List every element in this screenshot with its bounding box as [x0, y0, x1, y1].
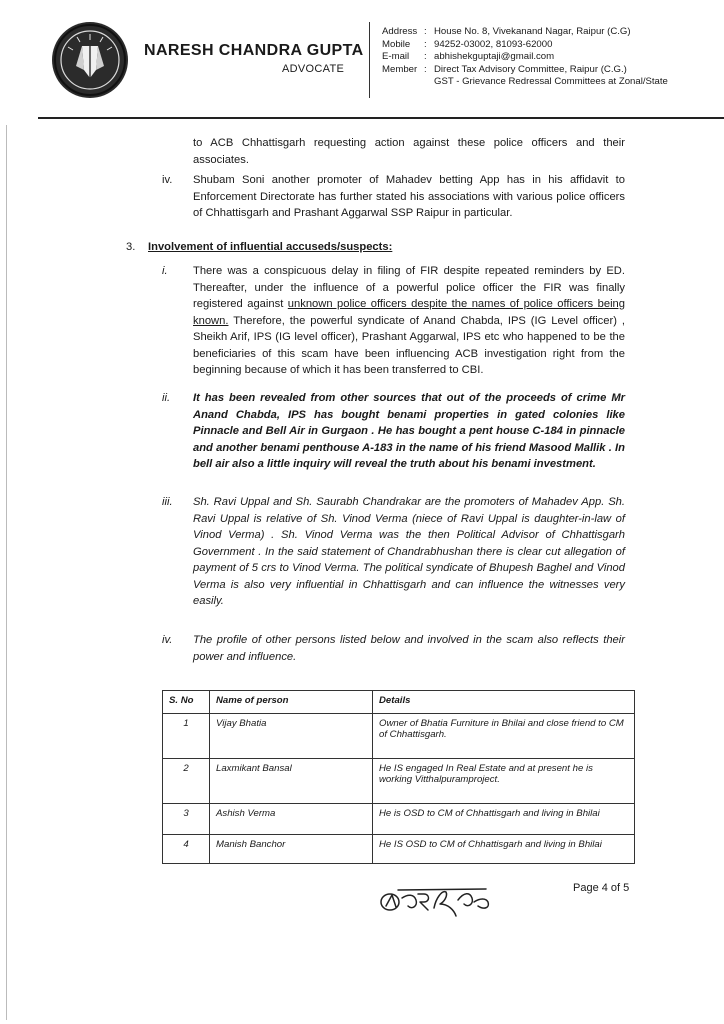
table-row: [163, 759, 635, 804]
cell-name: Vijay Bhatia: [210, 714, 373, 759]
section-number: 3.: [126, 241, 136, 253]
cell-name: Laxmikant Bansal: [210, 759, 373, 804]
cell-details: He IS OSD to CM of Chhattisgarh and living in Bhilai: [373, 835, 635, 864]
contact-email: E-mail : abhishekguptaji@gmail.com: [382, 51, 555, 63]
cell-details: He is OSD to CM of Chhattisgarh and living in Bhilai: [373, 804, 635, 835]
advocate-name: NARESH CHANDRA GUPTA: [144, 42, 364, 59]
contact-mobile: Mobile : 94252-03002, 81093-62000: [382, 38, 553, 50]
table-header-row: [163, 691, 635, 714]
persons-table: [162, 690, 635, 864]
header-details: Details: [373, 691, 635, 714]
item-iii-number: iii.: [162, 496, 173, 508]
item-ii-text: It has been revealed from other sources that out of the proceeds of crime Mr Anand Chabda, IPS has bought benami properties in gated colonies like Pinnacle and Bell Air in Gurgaon . He has bought a pent house C-184 in pinnacle and another benami penthouse A-183 in the name of his friend Masood Mallik . In bell air also a little inquiry will reveal the truth about his benami investment.: [193, 392, 625, 470]
item-ii-number: ii.: [162, 392, 171, 404]
item-i-text: There was a conspicuous delay in filing of FIR despite repeated reminders by ED. Thereafter, under the influence of a powerful police officer the FIR was finally registered against unknown police officers despite the names of police officers being known. Therefore, the powerful syndicate of Anand Chabda, IPS (IG Level officer) , Sheikh Arif, IPS (IG level officer), Prashant Aggarwal, IPS etc who happened to be the beneficiaries of this scam have been influencing ACB investigation right from the beginning because of which it has been transferred to CBI.: [193, 265, 626, 376]
header-name: Name of person: [210, 691, 373, 714]
contact-member-continuation: GST - Grievance Redressal Committees at Zonal/State: [434, 76, 668, 88]
item-iii-text: Sh. Ravi Uppal and Sh. Saurabh Chandrakar are the promoters of Mahadev App. Sh. Ravi Uppal is relative of Sh. Vinod Verma (niece of Ravi Uppal is daughter-in-law of Vinod Verma) . Sh. Vinod Verma was the then Political Advisor of Chhattisgarh Government . In the said statement of Chandrabhushan there is clear cut allegation of payment of 5 crs to Vinod Verma. The political syndicate of Bhupesh Baghel and Vinod Verma is also very influential in Chhattisgarh and can influence the witnesses very easily.: [193, 496, 625, 607]
table-row: [163, 714, 635, 759]
header-rule: [38, 117, 724, 119]
item-iv-text: Shubam Soni another promoter of Mahadev betting App has in his affidavit to Enforcement Directorate has further stated his associations with various police officers of Chhattisgarh and Prashant Aggarwal SSP Raipur in particular.: [193, 174, 625, 219]
item-iv-text-section3: The profile of other persons listed below and involved in the scam also reflects their power and influence.: [193, 634, 625, 663]
table-row: [163, 804, 635, 835]
page-number: Page 4 of 5: [573, 882, 630, 894]
contact-block: [382, 26, 668, 89]
section-heading: Involvement of influential accuseds/suspects:: [148, 241, 393, 253]
cell-sno: 1: [163, 714, 210, 759]
cell-sno: 3: [163, 804, 210, 835]
cell-sno: 4: [163, 835, 210, 864]
item-i-underlined: unknown police officers despite the names of police officers being known.: [193, 298, 626, 327]
header-sno: S. No: [163, 691, 210, 714]
item-iv-number-section3: iv.: [162, 634, 173, 646]
cell-name: Manish Banchor: [210, 835, 373, 864]
item-i-number: i.: [162, 265, 168, 277]
handwritten-signature: [378, 880, 508, 925]
cell-sno: 2: [163, 759, 210, 804]
contact-member: Member : Direct Tax Advisory Committee, Raipur (C.G.): [382, 63, 627, 75]
header-divider: [369, 22, 370, 98]
page-edge-line: [6, 125, 7, 1020]
item-iv-number: iv.: [162, 174, 173, 186]
cell-name: Ashish Verma: [210, 804, 373, 835]
continuation-text: to ACB Chhattisgarh requesting action against these police officers and their associates.: [193, 137, 625, 166]
cell-details: Owner of Bhatia Furniture in Bhilai and close friend to CM of Chhattisgarh.: [373, 714, 635, 759]
table-row: [163, 835, 635, 864]
advocate-title: ADVOCATE: [282, 63, 345, 75]
contact-address: Address : House No. 8, Vivekanand Nagar, Raipur (C.G): [382, 26, 631, 37]
advocate-emblem-logo: [52, 22, 128, 98]
cell-details: He IS engaged In Real Estate and at present he is working Vitthalpuramproject.: [373, 759, 635, 804]
